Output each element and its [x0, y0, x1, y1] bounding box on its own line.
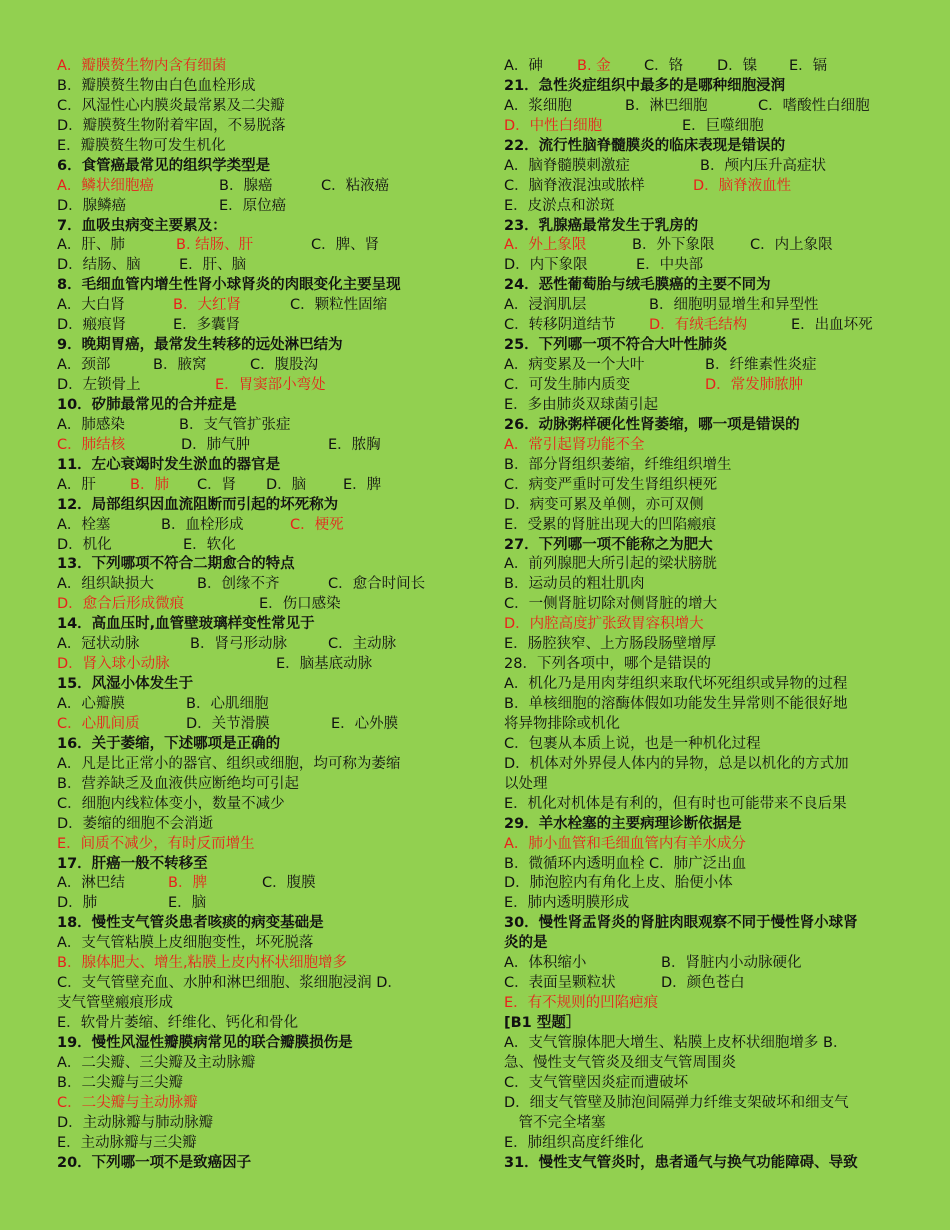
option-text: C．可发生肺内质变	[504, 377, 631, 393]
correct-answer: C．二尖瓣与主动脉瓣	[57, 1094, 198, 1111]
option-line	[57, 1134, 457, 1154]
option-line	[504, 695, 896, 715]
option-text: B．细胞明显增生和异型性	[649, 297, 819, 314]
option-line	[504, 117, 896, 137]
option-text: A．淋巴结	[57, 875, 125, 892]
option-line	[504, 954, 896, 974]
option-line	[504, 1074, 896, 1094]
option-text: D．瓣膜赘生物附着牢固，不易脱落	[57, 117, 286, 134]
correct-answer: E．有不规则的凹陷疤痕	[504, 995, 659, 1012]
option-line	[504, 855, 896, 875]
question-stem	[504, 815, 896, 835]
option-line	[504, 316, 896, 336]
question-stem	[57, 157, 457, 177]
correct-answer: D．愈合后形成微痕	[57, 596, 185, 613]
option-line	[57, 536, 457, 556]
option-line	[504, 595, 896, 615]
correct-answer: E．间质不减少，有时反而增生	[57, 835, 255, 852]
correct-answer: C．心肌间质	[57, 715, 140, 732]
option-line	[57, 755, 457, 775]
option-text: 21．急性炎症组织中最多的是哪种细胞浸润	[504, 77, 786, 94]
option-text: E．多囊肾	[173, 317, 241, 334]
option-line	[57, 1074, 457, 1094]
option-text: 将异物排除或机化	[504, 715, 620, 732]
option-text: C．愈合时间长	[328, 576, 426, 593]
option-text: E．多由肺炎双球菌引起	[504, 396, 659, 413]
option-text: B．腋窝	[153, 357, 207, 374]
option-text: B．颅内压升高症状	[700, 157, 826, 174]
question-stem	[504, 336, 896, 356]
option-text: A．病变累及一个大叶	[504, 357, 645, 374]
question-stem	[504, 1014, 896, 1034]
option-text: C．病变严重时可发生肾组织梗死	[504, 476, 718, 493]
option-text: 18．慢性支气管炎患者咳痰的病变基础是	[57, 915, 324, 932]
option-line	[57, 775, 457, 795]
option-text: D．肺气肿	[181, 436, 251, 453]
correct-answer: D．脑脊液血性	[693, 177, 792, 194]
correct-answer: C．梗死	[290, 516, 344, 533]
option-line	[504, 197, 896, 217]
option-line	[57, 715, 457, 735]
option-text: C．支气管壁因炎症而遭破坏	[504, 1074, 689, 1091]
option-line	[57, 476, 457, 496]
option-text: D．细支气管壁及肺泡间隔弹力纤维支架破坏和细支气	[504, 1094, 849, 1111]
option-text: 20．下列哪一项不是致癌因子	[57, 1154, 252, 1171]
option-text: B．营养缺乏及血液供应断绝均可引起	[57, 775, 299, 792]
option-text: 24．恶性葡萄胎与绒毛膜癌的主要不同为	[504, 277, 771, 294]
option-text: E．原位癌	[219, 197, 287, 214]
question-stem	[57, 735, 457, 755]
option-text: D．内下象限	[504, 257, 588, 274]
option-line	[504, 735, 896, 755]
option-text: B．运动员的粗壮肌肉	[504, 576, 645, 593]
option-text: B．创缘不齐	[197, 576, 280, 593]
question-stem	[57, 1034, 457, 1054]
option-line	[57, 575, 457, 595]
option-text: E．肝、脑	[179, 257, 247, 274]
option-line	[504, 177, 896, 197]
correct-answer: D．中性白细胞	[504, 117, 603, 134]
question-stem	[504, 77, 896, 97]
option-line	[504, 635, 896, 655]
option-text: C．脾、肾	[311, 237, 380, 254]
option-text: A．肝	[57, 476, 96, 493]
question-stem	[504, 536, 896, 556]
option-text: C．主动脉	[328, 636, 397, 653]
option-line	[57, 994, 457, 1014]
correct-answer: A．常引起肾功能不全	[504, 436, 645, 453]
question-stem	[504, 217, 896, 237]
option-line	[57, 655, 457, 675]
option-line	[504, 835, 896, 855]
option-text: E．肺内透明膜形成	[504, 895, 630, 912]
option-line	[504, 436, 896, 456]
correct-answer: B. 金	[577, 58, 611, 74]
option-text: E．中央部	[636, 257, 704, 274]
option-text: C．表面呈颗粒状	[504, 975, 616, 992]
option-text: B．单核细胞的溶酶体假如功能发生异常则不能很好地	[504, 696, 848, 712]
option-line	[504, 1134, 896, 1154]
option-text: 16．关于萎缩，下述哪项是正确的	[57, 735, 281, 752]
correct-answer: B．大红肾	[173, 297, 241, 314]
option-line	[504, 57, 896, 77]
option-line	[57, 1114, 457, 1134]
option-text: B．二尖瓣与三尖瓣	[57, 1074, 183, 1091]
option-text: C．风湿性心内膜炎最常累及二尖瓣	[57, 97, 285, 114]
option-text: E．脑基底动脉	[276, 656, 373, 673]
correct-answer: C．肺结核	[57, 436, 126, 453]
option-text: 14．高血压时,血管壁玻璃样变性常见于	[57, 616, 315, 633]
correct-answer: B．肺	[130, 476, 169, 493]
option-text: D．左锁骨上	[57, 377, 141, 393]
option-text: D．主动脉瓣与肺动脉瓣	[57, 1114, 214, 1131]
option-text: A．支气管粘膜上皮细胞变性，坏死脱落	[57, 935, 314, 952]
option-line	[57, 595, 457, 615]
option-text: D．脑	[266, 476, 307, 493]
option-text: C．支气管壁充血、水肿和淋巴细胞、浆细胞浸润 D．	[57, 975, 402, 992]
option-line	[504, 575, 896, 595]
option-text: D．病变可累及单侧，亦可双侧	[504, 496, 704, 513]
option-line	[57, 57, 457, 77]
option-text: 28．下列各项中，哪个是错误的	[504, 656, 711, 673]
option-text: A．机化乃是用肉芽组织来取代坏死组织或异物的过程	[504, 676, 848, 693]
option-text: D．关节滑膜	[186, 715, 270, 732]
question-stem	[57, 914, 457, 934]
option-text: B．微循环内透明血栓 C．肺广泛出血	[504, 855, 747, 872]
option-text: A．组织缺损大	[57, 576, 154, 593]
option-line	[57, 117, 457, 137]
option-line	[504, 755, 896, 775]
option-text: B．肾脏内小动脉硬化	[661, 955, 802, 972]
option-text: E．伤口感染	[259, 596, 341, 613]
option-text: 8．毛细血管内增生性肾小球肾炎的肉眼变化主要呈现	[57, 277, 401, 294]
option-line	[504, 1034, 896, 1054]
option-text: A．大白肾	[57, 297, 125, 314]
option-line	[504, 256, 896, 276]
option-line	[57, 695, 457, 715]
option-line	[504, 615, 896, 635]
option-text: C．颗粒性固缩	[290, 297, 388, 314]
option-text: 支气管壁瘢痕形成	[57, 995, 173, 1012]
question-stem	[57, 456, 457, 476]
option-text: D．萎缩的细胞不会消逝	[57, 815, 214, 832]
option-line	[57, 894, 457, 914]
option-text: 25．下列哪一项不符合大叶性肺炎	[504, 337, 728, 354]
question-stem	[57, 336, 457, 356]
option-line	[504, 236, 896, 256]
option-line	[504, 396, 896, 416]
option-text: A．浸润肌层	[504, 297, 587, 314]
option-line	[504, 516, 896, 536]
option-line	[504, 97, 896, 117]
correct-answer: B．腺体肥大、增生,粘膜上皮内杯状细胞增多	[57, 955, 348, 972]
option-text: E．受累的肾脏出现大的凹陷瘢痕	[504, 516, 717, 533]
right-column	[504, 57, 896, 1174]
option-line	[504, 775, 896, 795]
option-line	[57, 1054, 457, 1074]
option-text: 30．慢性肾盂肾炎的肾脏肉眼观察不同于慢性肾小球肾	[504, 915, 858, 932]
option-text: 27．下列哪一项不能称之为肥大	[504, 536, 713, 553]
correct-answer: B. 结肠、肝	[176, 237, 254, 254]
option-text: C．内上象限	[750, 237, 833, 254]
option-text: C．腹股沟	[250, 357, 319, 374]
option-line	[57, 516, 457, 536]
option-text: B．支气管扩张症	[179, 416, 291, 433]
question-stem	[57, 496, 457, 516]
option-line	[57, 934, 457, 954]
option-text: 7．血吸虫病变主要累及：	[57, 217, 227, 234]
option-text: 15．风湿小体发生于	[57, 676, 194, 693]
option-text: A．二尖瓣、三尖瓣及主动脉瓣	[57, 1054, 256, 1071]
option-text: 急、慢性支气管炎及细支气管周围炎	[504, 1054, 736, 1071]
option-line	[57, 874, 457, 894]
option-text: C．一侧肾脏切除对侧肾脏的增大	[504, 596, 718, 613]
option-text: A．凡是比正常小的器官、组织或细胞，均可称为萎缩	[57, 755, 401, 772]
option-line	[57, 177, 457, 197]
question-stem	[57, 555, 457, 575]
option-text: E．肺组织高度纤维化	[504, 1134, 644, 1151]
option-text: A．心瓣膜	[57, 696, 125, 712]
question-stem	[57, 615, 457, 635]
option-text: A．前列腺肥大所引起的梁状膀胱	[504, 556, 717, 573]
option-text: D．机体对外界侵人体内的异物，总是以机化的方式加	[504, 755, 849, 772]
option-line	[57, 197, 457, 217]
option-line	[504, 715, 896, 735]
option-line	[504, 496, 896, 516]
option-text: A．支气管腺体肥大增生、粘膜上皮杯状细胞增多 B．	[504, 1034, 848, 1051]
option-text: 炎的是	[504, 935, 548, 952]
option-line	[57, 97, 457, 117]
option-text: B．淋巴细胞	[625, 97, 708, 114]
option-line	[504, 356, 896, 376]
question-stem	[504, 934, 896, 954]
correct-answer: A．肺小血管和毛细血管内有羊水成分	[504, 835, 746, 852]
option-line	[57, 137, 457, 157]
option-text: C．肾	[197, 476, 237, 493]
option-line	[57, 1094, 457, 1114]
option-text: E．软化	[183, 536, 236, 553]
option-line	[504, 994, 896, 1014]
option-text: 19．慢性风湿性瓣膜病常见的联合瓣膜损伤是	[57, 1034, 353, 1051]
option-line	[504, 456, 896, 476]
option-line	[57, 416, 457, 436]
correct-answer: D．有绒毛结构	[649, 317, 748, 334]
option-text: B．部分肾组织萎缩，纤维组织增生	[504, 456, 732, 473]
option-line	[504, 675, 896, 695]
option-text: C．细胞内线粒体变小，数量不减少	[57, 795, 285, 812]
option-text: B．肾弓形动脉	[190, 636, 287, 653]
option-line	[504, 1094, 896, 1114]
option-line	[504, 555, 896, 575]
option-text: D．镍	[717, 58, 758, 74]
option-line	[504, 157, 896, 177]
question-stem	[57, 1154, 457, 1174]
question-stem	[504, 276, 896, 296]
correct-answer: E．胃窦部小弯处	[215, 377, 326, 393]
option-text: C．脑脊液混浊或脓样	[504, 177, 645, 194]
correct-answer: A．瓣膜赘生物内含有细菌	[57, 58, 227, 74]
option-text: B．腺癌	[219, 177, 273, 194]
option-text: C．嗜酸性白细胞	[758, 97, 870, 114]
option-text: D．腺鳞癌	[57, 197, 127, 214]
option-text: E．心外膜	[331, 715, 399, 732]
option-text: E．脾	[343, 476, 382, 493]
option-text: B．心肌细胞	[186, 696, 269, 712]
option-text: B．外下象限	[632, 237, 715, 254]
option-text: E．皮淤点和淤斑	[504, 197, 615, 214]
correct-answer: A．外上象限	[504, 237, 587, 254]
option-text: C．粘液癌	[321, 177, 390, 194]
option-text: 31．慢性支气管炎时，患者通气与换气功能障碍、导致	[504, 1154, 858, 1171]
option-text: 17．肝癌一般不转移至	[57, 855, 208, 872]
correct-answer: D．肾入球小动脉	[57, 656, 170, 673]
option-text: D．肺	[57, 895, 98, 912]
option-text: B．血栓形成	[161, 516, 244, 533]
option-text: D．机化	[57, 536, 112, 553]
option-line	[504, 795, 896, 815]
option-line	[57, 795, 457, 815]
option-line	[504, 1114, 896, 1134]
option-text: B．纤维素性炎症	[705, 357, 817, 374]
option-text: 10．矽肺最常见的合并症是	[57, 396, 237, 413]
option-text: 6．食管癌最常见的组织学类型是	[57, 157, 271, 174]
option-text: A．冠状动脉	[57, 636, 140, 653]
question-stem	[57, 217, 457, 237]
option-line	[57, 974, 457, 994]
option-text: A．肺感染	[57, 416, 125, 433]
option-text: 13．下列哪项不符合二期愈合的特点	[57, 556, 295, 573]
option-line	[57, 77, 457, 97]
option-line	[504, 974, 896, 994]
question-stem	[57, 276, 457, 296]
option-text: 管不完全堵塞	[504, 1114, 606, 1131]
option-text: A．栓塞	[57, 516, 111, 533]
option-line	[57, 256, 457, 276]
option-text: A．砷	[504, 58, 543, 74]
option-text: A．浆细胞	[504, 97, 572, 114]
option-line	[57, 316, 457, 336]
option-text: C．腹膜	[262, 875, 316, 892]
option-text: E．镉	[789, 58, 828, 74]
option-line	[57, 376, 457, 396]
option-text: C．包裹从本质上说，也是一种机化过程	[504, 735, 761, 752]
question-stem	[504, 416, 896, 436]
option-line	[57, 436, 457, 456]
option-text: A．体积缩小	[504, 955, 587, 972]
option-text: E．主动脉瓣与三尖瓣	[57, 1134, 197, 1151]
option-text: 12．局部组织因血流阻断而引起的坏死称为	[57, 496, 339, 513]
option-text: 9．晚期胃癌，最常发生转移的远处淋巴结为	[57, 337, 343, 354]
correct-answer: D．内腔高度扩张致胃容积增大	[504, 616, 704, 633]
question-stem	[57, 396, 457, 416]
option-line	[504, 894, 896, 914]
option-text: E．脑	[168, 895, 207, 912]
correct-answer: A．鳞状细胞癌	[57, 177, 154, 194]
option-text: A．颈部	[57, 357, 111, 374]
question-stem	[504, 137, 896, 157]
option-text: [B1 型题］	[504, 1015, 581, 1031]
option-line	[504, 874, 896, 894]
option-line	[57, 835, 457, 855]
option-line	[57, 356, 457, 376]
correct-answer: D．常发肺脓肿	[705, 377, 804, 393]
option-text: 11．左心衰竭时发生淤血的器官是	[57, 456, 281, 473]
option-line	[504, 1054, 896, 1074]
option-line	[57, 815, 457, 835]
option-text: D．结肠、脑	[57, 257, 141, 274]
option-text: D．颜色苍白	[661, 975, 745, 992]
option-line	[504, 376, 896, 396]
option-line	[57, 1014, 457, 1034]
question-stem	[504, 1154, 896, 1174]
question-stem	[504, 914, 896, 934]
correct-answer: B．脾	[168, 875, 207, 892]
option-text: D．肺泡腔内有角化上皮、胎便小体	[504, 875, 733, 892]
option-line	[57, 296, 457, 316]
option-text: E．机化对机体是有利的，但有时也可能带来不良后果	[504, 795, 847, 812]
left-column	[57, 57, 457, 1174]
option-line	[57, 635, 457, 655]
option-text: A．肝、肺	[57, 237, 125, 254]
option-text: C．铬	[644, 58, 684, 74]
option-line	[504, 296, 896, 316]
option-text: E．巨噬细胞	[682, 117, 764, 134]
option-text: E．肠腔狭窄、上方肠段肠壁增厚	[504, 636, 717, 653]
option-line	[57, 954, 457, 974]
option-text: E．出血坏死	[791, 317, 873, 334]
option-line	[57, 236, 457, 256]
option-text: E．瓣膜赘生物可发生机化	[57, 137, 226, 154]
option-text: C．转移阴道结节	[504, 317, 616, 334]
question-stem	[57, 675, 457, 695]
option-text: 26．动脉粥样硬化性肾萎缩，哪一项是错误的	[504, 416, 800, 433]
option-text: 23．乳腺癌最常发生于乳房的	[504, 217, 699, 234]
option-line	[504, 476, 896, 496]
option-text: B．瓣膜赘生物由白色血栓形成	[57, 77, 256, 94]
option-text: 22．流行性脑脊髓膜炎的临床表现是错误的	[504, 137, 786, 154]
option-line	[504, 655, 896, 675]
option-text: D．瘢痕肾	[57, 317, 127, 334]
option-text: 29．羊水栓塞的主要病理诊断依据是	[504, 815, 742, 832]
option-text: A．脑脊髓膜刺激症	[504, 157, 630, 174]
question-stem	[57, 855, 457, 875]
option-text: E．脓胸	[328, 436, 381, 453]
option-text: E．软骨片萎缩、纤维化、钙化和骨化	[57, 1015, 299, 1031]
option-text: 以处理	[504, 775, 548, 792]
